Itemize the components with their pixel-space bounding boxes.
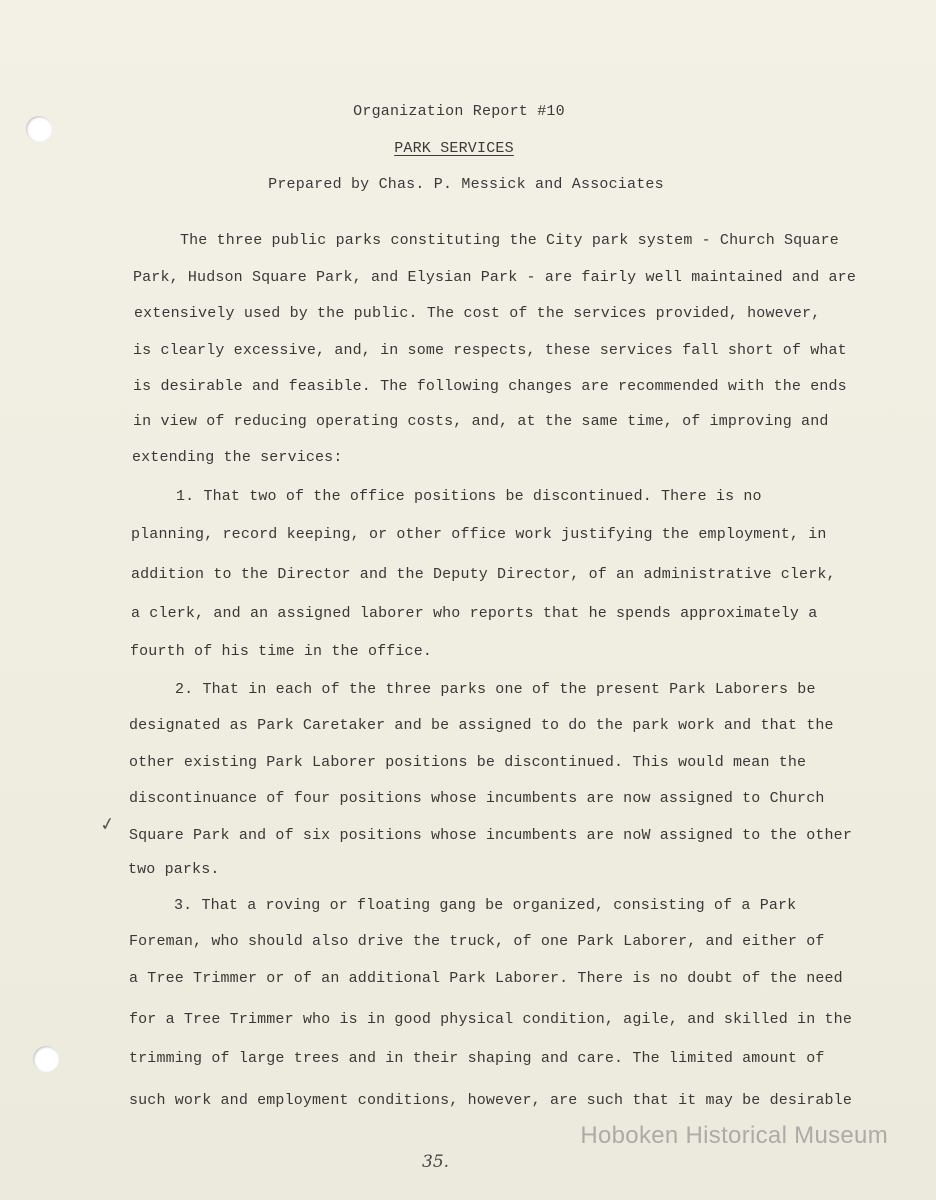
body-line: planning, record keeping, or other office work justifying the employment, in xyxy=(131,526,827,543)
body-line: is desirable and feasible. The following changes are recommended with the ends xyxy=(133,378,847,395)
body-line: in view of reducing operating costs, and, at the same time, of improving and xyxy=(133,413,829,430)
body-line: Foreman, who should also drive the truck, of one Park Laborer, and either of xyxy=(129,933,825,950)
list-item-3: 3. That a roving or floating gang be organized, consisting of a Park xyxy=(174,897,797,914)
body-line: discontinuance of four positions whose incumbents are now assigned to Church xyxy=(129,790,825,807)
body-line: Square Park and of six positions whose incumbents are noW assigned to the other xyxy=(129,827,852,844)
list-item-1: 1. That two of the office positions be discontinued. There is no xyxy=(176,488,762,505)
body-line: such work and employment conditions, however, are such that it may be desirable xyxy=(129,1092,852,1109)
section-title: PARK SERVICES xyxy=(394,140,514,157)
body-line: addition to the Director and the Deputy Director, of an administrative clerk, xyxy=(131,566,836,583)
body-line: other existing Park Laborer positions be discontinued. This would mean the xyxy=(129,754,807,771)
body-line: extending the services: xyxy=(132,449,343,466)
body-line: extensively used by the public. The cost of the services provided, however, xyxy=(134,305,821,322)
body-line: a Tree Trimmer or of an additional Park Laborer. There is no doubt of the need xyxy=(129,970,843,987)
body-line: two parks. xyxy=(128,861,220,878)
body-line: for a Tree Trimmer who is in good physical condition, agile, and skilled in the xyxy=(129,1011,852,1028)
page-number: 35. xyxy=(422,1152,450,1172)
report-title: Organization Report #10 xyxy=(353,103,565,120)
punch-hole-bottom xyxy=(33,1046,59,1072)
watermark: Hoboken Historical Museum xyxy=(580,1122,888,1149)
body-line: designated as Park Caretaker and be assigned to do the park work and that the xyxy=(129,717,834,734)
checkmark-icon: ✓ xyxy=(98,812,117,837)
body-line: Park, Hudson Square Park, and Elysian Park - are fairly well maintained and are xyxy=(133,269,856,286)
body-line: fourth of his time in the office. xyxy=(130,643,432,660)
body-line: a clerk, and an assigned laborer who reports that he spends approximately a xyxy=(131,605,818,622)
body-line: The three public parks constituting the City park system - Church Square xyxy=(180,232,839,249)
body-line: trimming of large trees and in their shaping and care. The limited amount of xyxy=(129,1050,825,1067)
list-item-2: 2. That in each of the three parks one of the present Park Laborers be xyxy=(175,681,816,698)
body-line: is clearly excessive, and, in some respects, these services fall short of what xyxy=(133,342,847,359)
prepared-by: Prepared by Chas. P. Messick and Associates xyxy=(268,176,664,193)
